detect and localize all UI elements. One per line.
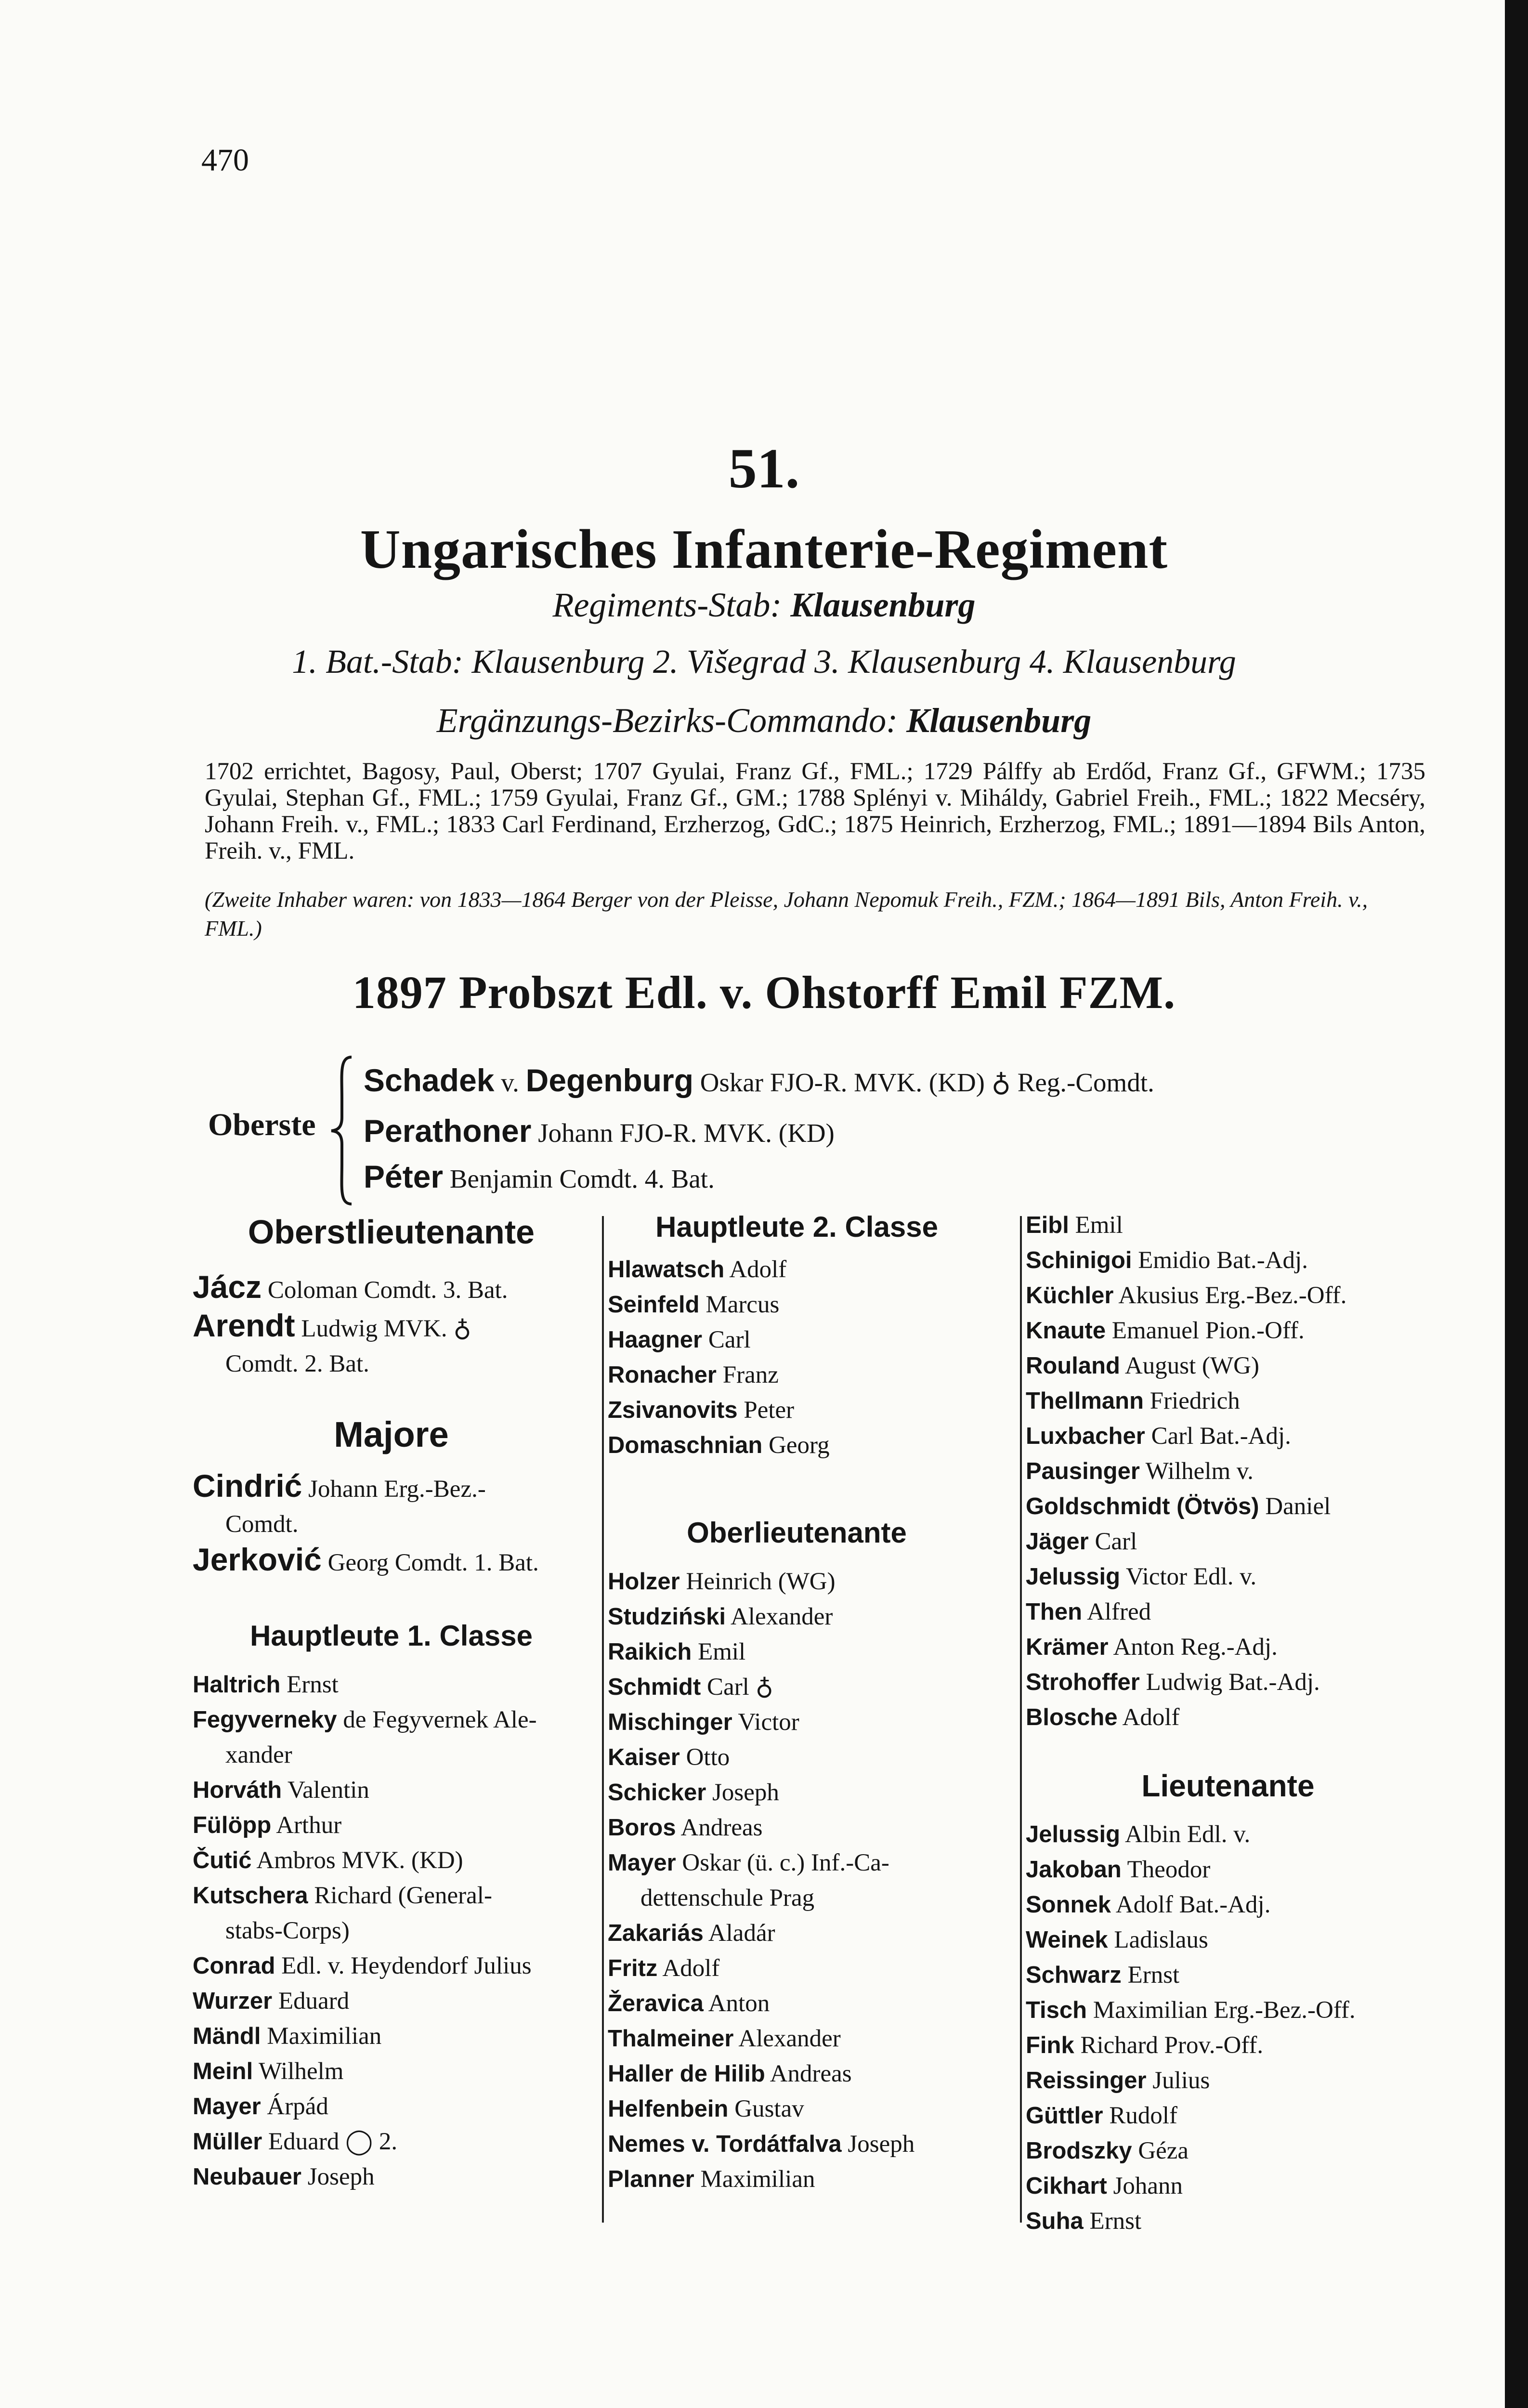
entry-name: Wurzer	[193, 1988, 273, 2014]
entry-details: stabs-Corps)	[225, 1917, 350, 1944]
second-owners-note: (Zweite Inhaber waren: von 1833—1864 Berger von der Pleisse, Johann Nepomuk Freih., FZM.; 1864—1891 Bils, Anton Freih. v., FML.)	[205, 887, 1368, 941]
list-item	[608, 1635, 986, 1670]
heading-lieutenante: Lieutenante	[1141, 1768, 1315, 1803]
entry-details: Maximilian Erg.-Bez.-Off.	[1087, 1997, 1356, 2024]
entry-name: Luxbacher	[1026, 1423, 1145, 1449]
entry-details: Richard (General-	[308, 1882, 492, 1909]
list-item	[1026, 2028, 1430, 2063]
entry-details: Eduard ◯ 2.	[262, 2128, 398, 2155]
entry-name: Krämer	[1026, 1634, 1109, 1660]
list-item	[1026, 2133, 1430, 2169]
entry-name: Fegyverneky	[193, 1707, 337, 1733]
list-item	[608, 1951, 986, 1986]
list-item	[1026, 1208, 1430, 1243]
regiment-owner: 1897 Probszt Edl. v. Ohstorff Emil FZM.	[352, 967, 1176, 1018]
entry-name: Goldschmidt (Ötvös)	[1026, 1493, 1259, 1519]
oberst-details: Johann FJO-R. MVK. (KD)	[531, 1118, 835, 1148]
entry-name: Mändl	[193, 2023, 261, 2049]
entry-name: Haller de Hilib	[608, 2061, 765, 2087]
entry-name: Fink	[1026, 2032, 1074, 2058]
list-item	[608, 1670, 986, 1705]
entry-details: Carl Bat.-Adj.	[1145, 1423, 1291, 1450]
list-item	[1026, 2063, 1430, 2098]
entry-name: Güttler	[1026, 2103, 1103, 2129]
regiment-title: Ungarisches Infanterie-Regiment	[360, 519, 1168, 580]
entry-details: Friedrich	[1144, 1387, 1240, 1414]
column-middle	[608, 1208, 986, 2197]
entry-name: Thellmann	[1026, 1388, 1144, 1414]
entry-name: Fritz	[608, 1955, 658, 1981]
list-item	[608, 1705, 986, 1740]
list-item	[193, 2019, 590, 2054]
entry-details: Carl	[1088, 1528, 1137, 1555]
staff-line	[0, 585, 1528, 625]
list-item	[1026, 1665, 1430, 1700]
entry-details: Andreas	[765, 2060, 852, 2087]
entry-name: Pausinger	[1026, 1458, 1140, 1484]
entry-details: Joseph	[706, 1779, 779, 1806]
entry-name: Jelussig	[1026, 1821, 1121, 1847]
entry-name: Zakariás	[608, 1920, 704, 1946]
list-item	[608, 1252, 986, 1287]
list-item	[608, 2162, 986, 2197]
entry-details: Marcus	[699, 1291, 780, 1318]
list-item	[608, 1564, 986, 1599]
list-item	[1026, 1454, 1430, 1489]
list-item: Comdt.	[225, 1511, 299, 1538]
district-line	[0, 701, 1528, 741]
column-divider	[602, 1216, 604, 2223]
entry-name: Jelussig	[1026, 1564, 1121, 1590]
list-item	[608, 1393, 986, 1428]
entry-name: Haltrich	[193, 1672, 281, 1698]
oberst-row	[364, 1112, 835, 1149]
entry-name: Schmidt	[608, 1674, 701, 1700]
entry-name: Domaschnian	[608, 1432, 763, 1458]
list-item	[1026, 1852, 1430, 1887]
entry-name: Haagner	[608, 1327, 703, 1353]
entry-name: Thalmeiner	[608, 2026, 734, 2052]
entry-details: dettenschule Prag	[640, 1885, 815, 1911]
heading-hauptleute-2: Hauptleute 2. Classe	[655, 1211, 938, 1243]
entry-name: Kaiser	[608, 1744, 680, 1770]
entry-name: Neubauer	[193, 2164, 302, 2190]
list-item	[608, 1881, 986, 1916]
list-item	[193, 1949, 590, 1984]
list-item: Arendt Ludwig MVK. ♁	[193, 1308, 471, 1343]
entry-name: Weinek	[1026, 1927, 1108, 1953]
entry-name: Hlawatsch	[608, 1256, 725, 1283]
list-item	[608, 1358, 986, 1393]
entry-name: Žeravica	[608, 1990, 704, 2016]
heading-majore: Majore	[334, 1414, 449, 1454]
entry-details: Emil	[692, 1638, 746, 1665]
entry-name: Then	[1026, 1599, 1083, 1625]
list-item	[193, 2159, 590, 2195]
brace-icon	[327, 1055, 356, 1206]
entry-details: Akusius Erg.-Bez.-Off.	[1113, 1282, 1347, 1309]
list-item	[193, 2054, 590, 2089]
entry-name: Jäger	[1026, 1529, 1089, 1555]
list-item	[1026, 1278, 1430, 1313]
entry-details: Julius	[1146, 2067, 1210, 2094]
list-item	[193, 2124, 590, 2159]
scan-edge	[1505, 0, 1528, 2408]
entry-details: Oskar (ü. c.) Inf.-Ca-	[676, 1849, 889, 1876]
entry-details: Daniel	[1259, 1493, 1331, 1520]
entry-details: Rudolf	[1103, 2102, 1178, 2129]
heading-oberstlieutenante: Oberstlieutenante	[248, 1213, 535, 1251]
list-item	[1026, 2204, 1430, 2239]
entry-details: Georg	[762, 1432, 830, 1459]
entry-name: Knaute	[1026, 1318, 1106, 1344]
entry-details: Emanuel Pion.-Off.	[1106, 1317, 1305, 1344]
entry-details: Victor	[732, 1709, 799, 1736]
entry-details: Arthur	[271, 1812, 342, 1839]
entry-name: Mayer	[608, 1850, 676, 1876]
entry-details: Árpád	[261, 2093, 328, 2120]
oberst-name: Perathoner	[364, 1113, 532, 1149]
entry-details: Maximilian	[694, 2166, 815, 2193]
list-item	[608, 1599, 986, 1635]
list-item: Cindrić Johann Erg.-Bez.-	[193, 1468, 486, 1504]
list-item: Comdt. 2. Bat.	[225, 1350, 369, 1377]
entry-name: Jakoban	[1026, 1857, 1122, 1883]
entry-name: Mayer	[193, 2094, 261, 2120]
entry-details: Adolf	[724, 1256, 787, 1283]
list-item	[1026, 1887, 1430, 1923]
entry-details: Andreas	[676, 1814, 763, 1841]
entry-name: Müller	[193, 2129, 262, 2155]
list-item	[1026, 2098, 1430, 2133]
entry-details: Alfred	[1082, 1598, 1151, 1625]
column-right	[1026, 1208, 1430, 2239]
oberst-details: Oskar FJO-R. MVK. (KD) ♁ Reg.-Comdt.	[693, 1068, 1154, 1097]
list-item	[193, 1808, 590, 1843]
list-item	[608, 1740, 986, 1775]
entry-details: Maximilian	[261, 2023, 382, 2050]
entry-name: Mischinger	[608, 1709, 732, 1735]
list-item	[608, 1428, 986, 1463]
entry-name: Schinigoi	[1026, 1247, 1132, 1273]
list-item	[1026, 1993, 1430, 2028]
entry-details: Emil	[1069, 1212, 1123, 1239]
list-item	[608, 2127, 986, 2162]
list-item	[193, 1702, 590, 1738]
entry-details: Ernst	[1083, 2208, 1142, 2235]
entry-details: Albin Edl. v.	[1120, 1821, 1251, 1848]
page-number: 470	[201, 143, 249, 178]
entry-name: Kutschera	[193, 1883, 308, 1909]
entry-details: Carl ♁	[701, 1674, 773, 1701]
entry-details: Richard Prov.-Off.	[1074, 2032, 1264, 2059]
heading-hauptleute-1: Hauptleute 1. Classe	[250, 1620, 533, 1652]
oberst-row	[364, 1158, 715, 1195]
entry-details: Carl	[702, 1326, 751, 1353]
entry-name: Cikhart	[1026, 2173, 1107, 2199]
oberst-name: Schadek	[364, 1062, 495, 1098]
entry-name: Schicker	[608, 1780, 706, 1806]
list-item	[608, 1322, 986, 1358]
list-item	[193, 1843, 590, 1878]
entry-details: Anton	[703, 1990, 770, 2017]
entry-name: Zsivanovits	[608, 1397, 738, 1423]
list-item	[1026, 1384, 1430, 1419]
entry-name: Suha	[1026, 2208, 1084, 2234]
entry-details: Gustav	[728, 2095, 804, 2122]
list-item	[193, 1667, 590, 1702]
entry-details: Alexander	[733, 2025, 841, 2052]
entry-details: Joseph	[301, 2163, 375, 2190]
list-item	[608, 1775, 986, 1810]
entry-name: Ronacher	[608, 1362, 717, 1388]
list-item	[608, 1287, 986, 1322]
list-item	[1026, 1595, 1430, 1630]
entry-details: xander	[225, 1741, 292, 1768]
list-item	[193, 1984, 590, 2019]
entry-details: de Fegyvernek Ale-	[337, 1706, 537, 1733]
entry-name: Strohoffer	[1026, 1669, 1140, 1695]
oberst-details: Benjamin Comdt. 4. Bat.	[443, 1164, 715, 1193]
battalion-line: 1. Bat.-Stab: Klausenburg 2. Višegrad 3. Klausenburg 4. Klausenburg	[292, 643, 1236, 681]
list-item	[1026, 1700, 1430, 1735]
entry-name: Conrad	[193, 1953, 275, 1979]
list-item	[1026, 1958, 1430, 1993]
entry-name: Schwarz	[1026, 1962, 1122, 1988]
district-place: Klausenburg	[906, 701, 1092, 740]
entry-details: Ladislaus	[1108, 1926, 1208, 1953]
entry-details: Johann	[1107, 2172, 1183, 2199]
list-item	[193, 1738, 590, 1773]
entry-details: Aladár	[703, 1920, 775, 1947]
entry-name: Nemes v. Tordátfalva	[608, 2131, 842, 2157]
entry-name: Studziński	[608, 1604, 726, 1630]
entry-details: Ernst	[280, 1671, 339, 1698]
entry-details: August (WG)	[1120, 1352, 1259, 1379]
entry-name: Planner	[608, 2166, 694, 2192]
entry-name: Meinl	[193, 2058, 253, 2084]
entry-name: Tisch	[1026, 1997, 1087, 2023]
regiment-number: 51.	[728, 437, 800, 500]
entry-name: Küchler	[1026, 1283, 1114, 1309]
entry-name: Brodszky	[1026, 2138, 1132, 2164]
entry-details: Adolf	[657, 1955, 720, 1982]
list-item	[1026, 1348, 1430, 1384]
list-item	[1026, 1419, 1430, 1454]
entry-details: Ambros MVK. (KD)	[251, 1847, 463, 1874]
oberst-row: Schadek v. Degenburg Oskar FJO-R. MVK. (KD) ♁ Reg.-Comdt.	[364, 1062, 1154, 1098]
list-item	[1026, 1817, 1430, 1852]
oberste-label: Oberste	[208, 1107, 316, 1142]
entry-details: Peter	[737, 1397, 795, 1424]
staff-prefix: Regiments-Stab:	[552, 586, 782, 624]
list-item	[608, 2092, 986, 2127]
entry-details: Eduard	[272, 1988, 350, 2015]
list-item	[1026, 1489, 1430, 1524]
entry-details: Alexander	[726, 1603, 833, 1630]
entry-name: Blosche	[1026, 1704, 1118, 1730]
list-item	[193, 1773, 590, 1808]
entry-name: Reissinger	[1026, 2068, 1147, 2094]
list-item	[608, 1916, 986, 1951]
heading-oberlieutenante: Oberlieutenante	[687, 1517, 907, 1549]
regiment-history: 1702 errichtet, Bagosy, Paul, Oberst; 1707 Gyulai, Franz Gf., FML.; 1729 Pálffy ab Erdőd, Franz Gf., GFWM.; 1735 Gyulai, Stephan Gf., FML.; 1759 Gyulai, Franz Gf., GM.; 1788 Splényi v. Miháldy, Gabriel Freih., FML.; 1822 Mecséry, Johann Freih. v., FML.; 1833 Carl Ferdinand, Erzherzog, GdC.; 1875 Heinrich, Erzherzog, FML.; 1891—1894 Bils Anton, Freih. v., FML.	[205, 758, 1425, 864]
entry-details: Wilhelm v.	[1139, 1458, 1254, 1485]
entry-name: Horváth	[193, 1777, 282, 1803]
entry-details: Ludwig Bat.-Adj.	[1139, 1669, 1320, 1696]
entry-details: Adolf	[1117, 1704, 1180, 1731]
entry-details: Theodor	[1121, 1856, 1211, 1883]
list-item: Jácz Coloman Comdt. 3. Bat.	[193, 1269, 508, 1305]
entry-name: Eibl	[1026, 1212, 1069, 1238]
entry-details: Wilhelm	[253, 2058, 344, 2085]
list-item	[193, 1913, 590, 1949]
list-item	[1026, 1923, 1430, 1958]
list-item: Jerković Georg Comdt. 1. Bat.	[193, 1542, 539, 1577]
list-item	[193, 1878, 590, 1913]
entry-name: Fülöpp	[193, 1812, 272, 1838]
staff-place: Klausenburg	[790, 586, 976, 624]
entry-details: Victor Edl. v.	[1120, 1563, 1257, 1590]
entry-details: Heinrich (WG)	[679, 1568, 836, 1595]
entry-name: Helfenbein	[608, 2096, 729, 2122]
entry-details: Otto	[679, 1744, 730, 1771]
list-item	[608, 1810, 986, 1845]
entry-details: Franz	[717, 1361, 779, 1388]
list-item	[608, 1986, 986, 2021]
entry-name: Boros	[608, 1815, 676, 1841]
district-prefix: Ergänzungs-Bezirks-Commando:	[436, 701, 898, 740]
list-item	[608, 1845, 986, 1881]
entry-name: Rouland	[1026, 1353, 1120, 1379]
column-left	[193, 1208, 590, 2195]
entry-details: Joseph	[841, 2131, 915, 2158]
entry-name: Čutić	[193, 1847, 252, 1873]
list-item	[1026, 2169, 1430, 2204]
list-item	[608, 2056, 986, 2092]
entry-name: Raikich	[608, 1639, 692, 1665]
entry-details: Valentin	[282, 1777, 369, 1804]
list-item	[1026, 1559, 1430, 1595]
entry-name: Holzer	[608, 1569, 680, 1595]
column-divider	[1020, 1216, 1022, 2223]
oberst-name: Péter	[364, 1159, 444, 1194]
list-item	[1026, 1313, 1430, 1348]
list-item	[1026, 1524, 1430, 1559]
list-item	[193, 2089, 590, 2124]
entry-details: Emidio Bat.-Adj.	[1132, 1247, 1308, 1274]
entry-details: Géza	[1132, 2137, 1189, 2164]
list-item	[608, 2021, 986, 2056]
entry-name: Sonnek	[1026, 1892, 1111, 1918]
list-item	[1026, 1630, 1430, 1665]
entry-details: Anton Reg.-Adj.	[1108, 1634, 1278, 1661]
entry-details: Ernst	[1121, 1962, 1180, 1989]
entry-details: Edl. v. Heydendorf Julius	[275, 1952, 532, 1979]
list-item	[1026, 1243, 1430, 1278]
entry-name: Seinfeld	[608, 1292, 700, 1318]
entry-details: Adolf Bat.-Adj.	[1110, 1891, 1271, 1918]
